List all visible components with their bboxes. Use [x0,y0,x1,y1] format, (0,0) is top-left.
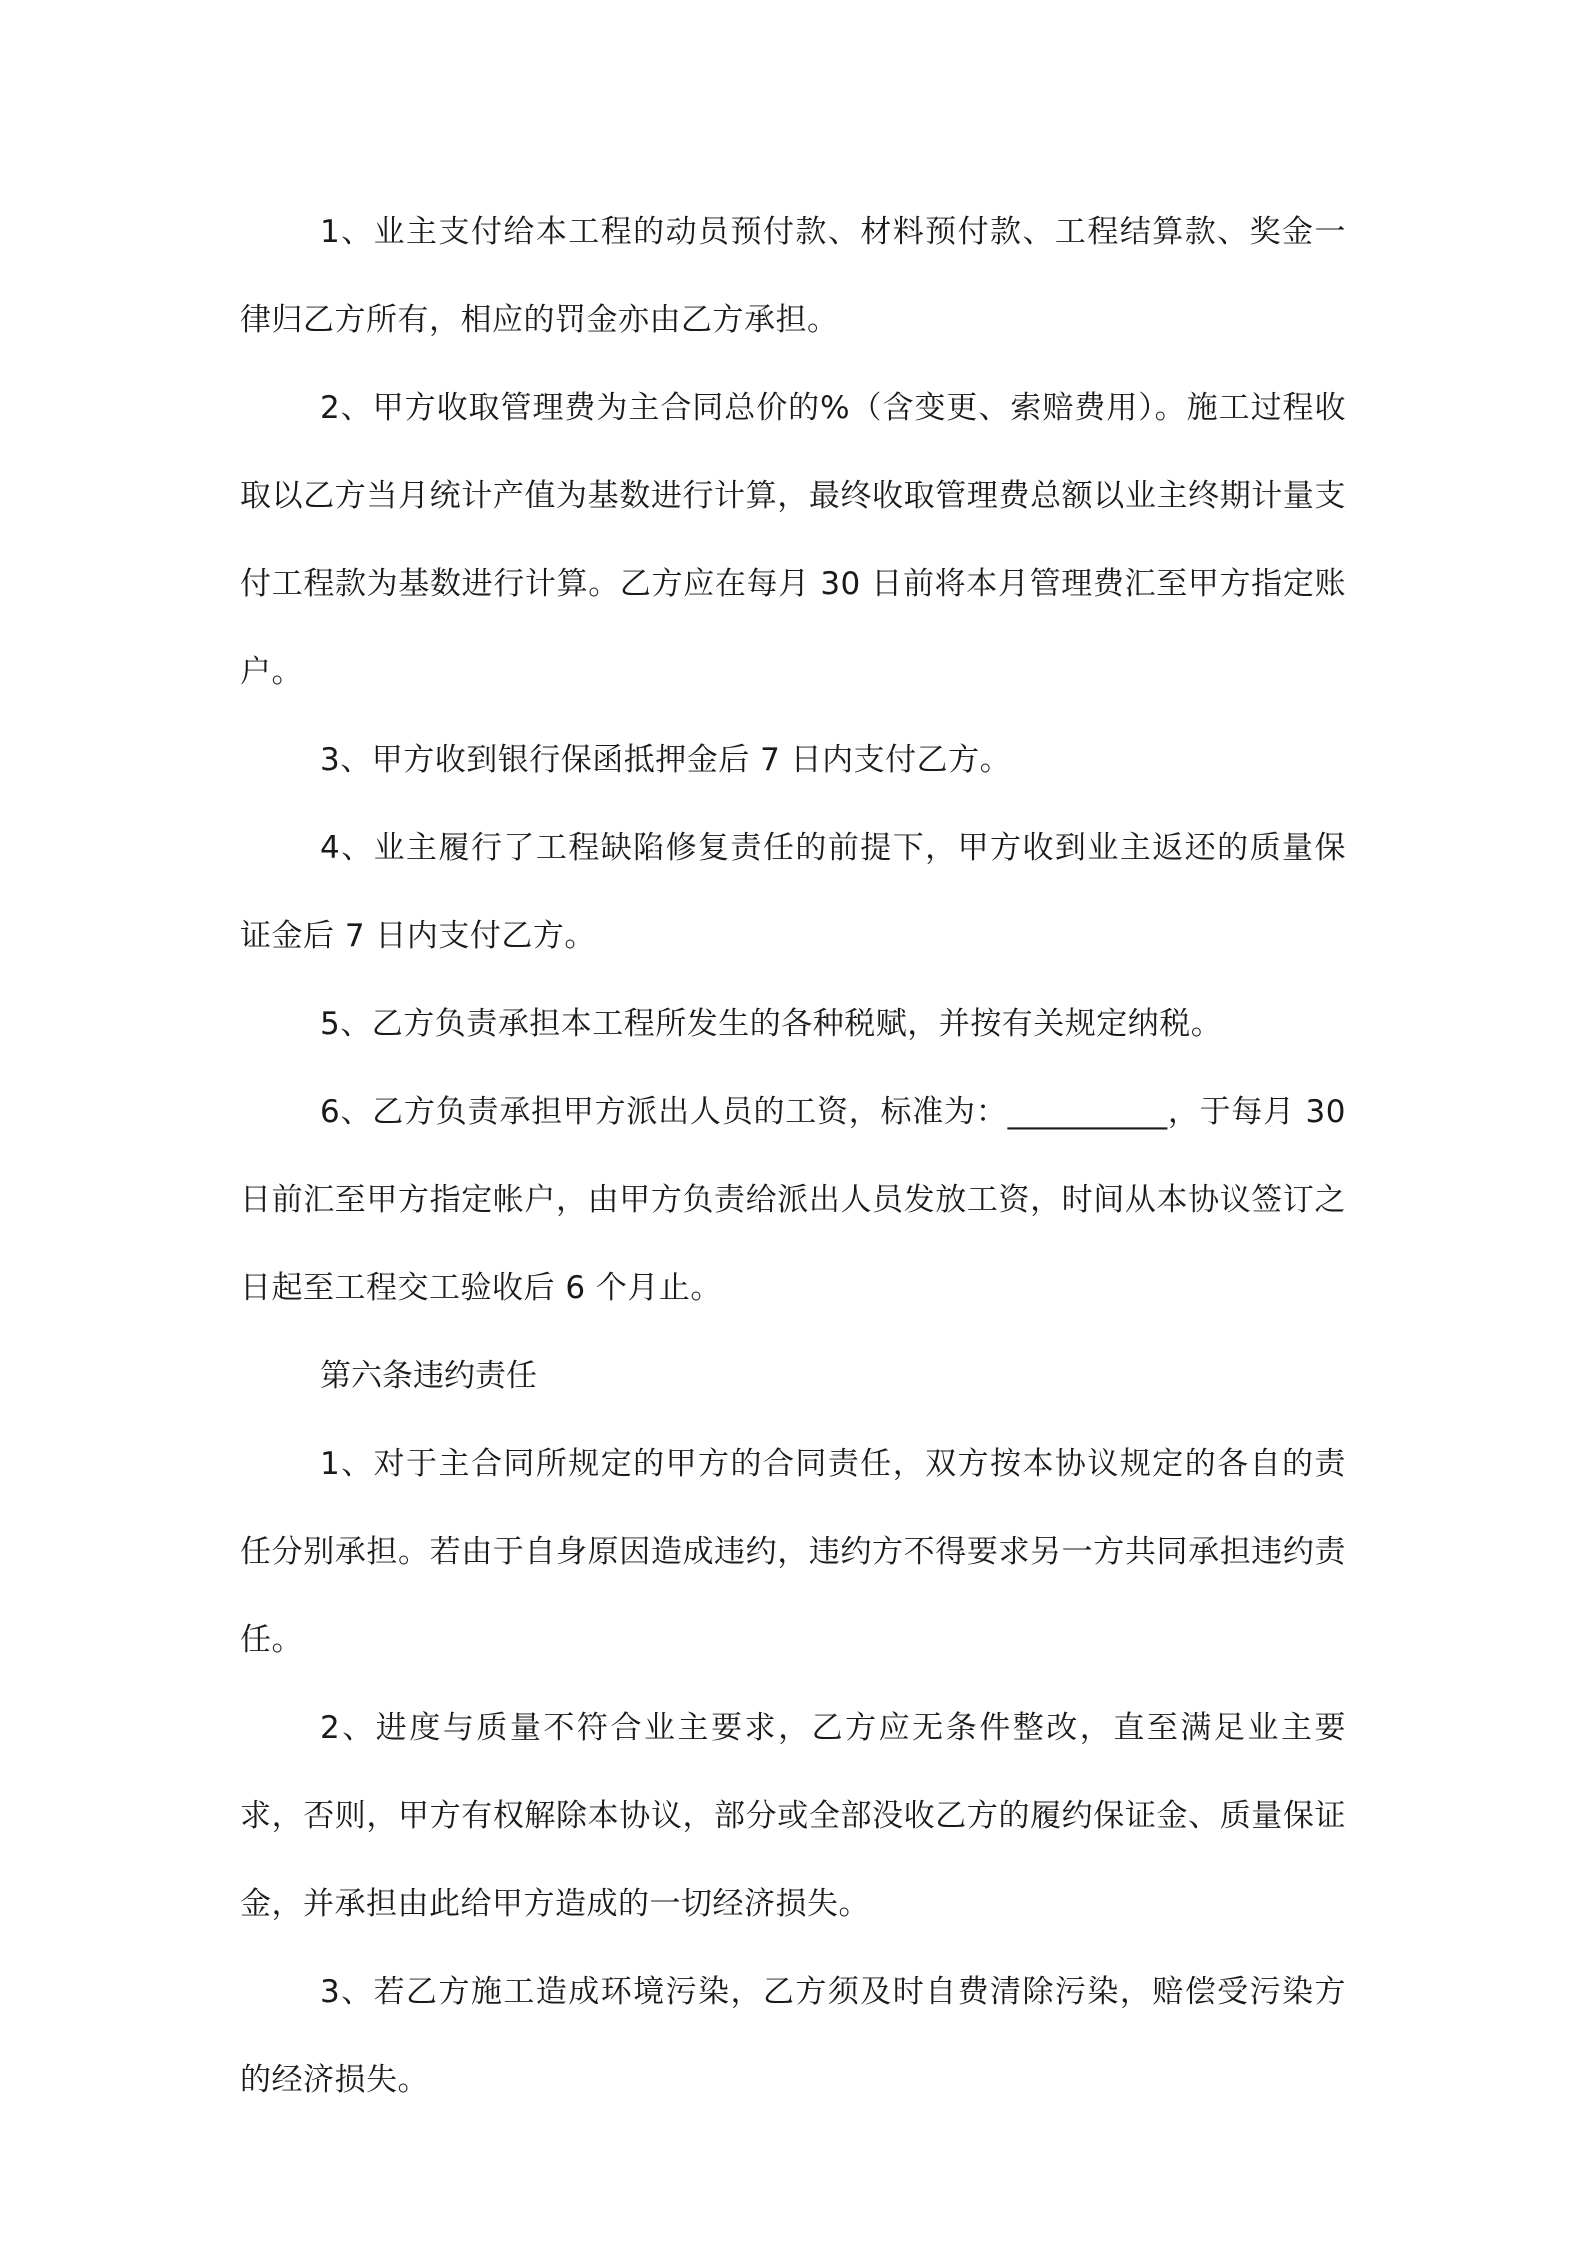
clause-progress-quality: 2、进度与质量不符合业主要求，乙方应无条件整改，直至满足业主要求，否则，甲方有权解除本协议，部分或全部没收乙方的履约保证金、质量保证金，并承担由此给甲方造成的一切经济损失。 [240,1710,1346,1922]
clause-environmental-pollution: 3、若乙方施工造成环境污染，乙方须及时自费清除污染，赔偿受污染方的经济损失。 [240,1974,1346,2098]
clause-staff-wages: 6、乙方负责承担甲方派出人员的工资，标准为：__________，于每月 30 日前汇至甲方指定帐户，由甲方负责给派出人员发放工资，时间从本协议签订之日起至工程交工验收后 6 个月止。 [240,1094,1346,1306]
section-heading-breach: 第六条违约责任 [320,1358,537,1394]
clause-management-fee: 2、甲方收取管理费为主合同总价的%（含变更、索赔费用）。施工过程收取以乙方当月统计产值为基数进行计算，最终收取管理费总额以业主终期计量支付工程款为基数进行计算。乙方应在每月 30 日前将本月管理费汇至甲方指定账户。 [240,390,1346,690]
clause-quality-deposit: 4、业主履行了工程缺陷修复责任的前提下，甲方收到业主返还的质量保证金后 7 日内支付乙方。 [240,830,1346,954]
clause-payment-ownership: 1、业主支付给本工程的动员预付款、材料预付款、工程结算款、奖金一律归乙方所有，相应的罚金亦由乙方承担。 [240,214,1346,338]
clause-breach-responsibility: 1、对于主合同所规定的甲方的合同责任，双方按本协议规定的各自的责任分别承担。若由于自身原因造成违约，违约方不得要求另一方共同承担违约责任。 [240,1446,1346,1658]
clause-bank-guarantee: 3、甲方收到银行保函抵押金后 7 日内支付乙方。 [320,742,1012,778]
clause-taxes: 5、乙方负责承担本工程所发生的各种税赋，并按有关规定纳税。 [320,1006,1223,1042]
